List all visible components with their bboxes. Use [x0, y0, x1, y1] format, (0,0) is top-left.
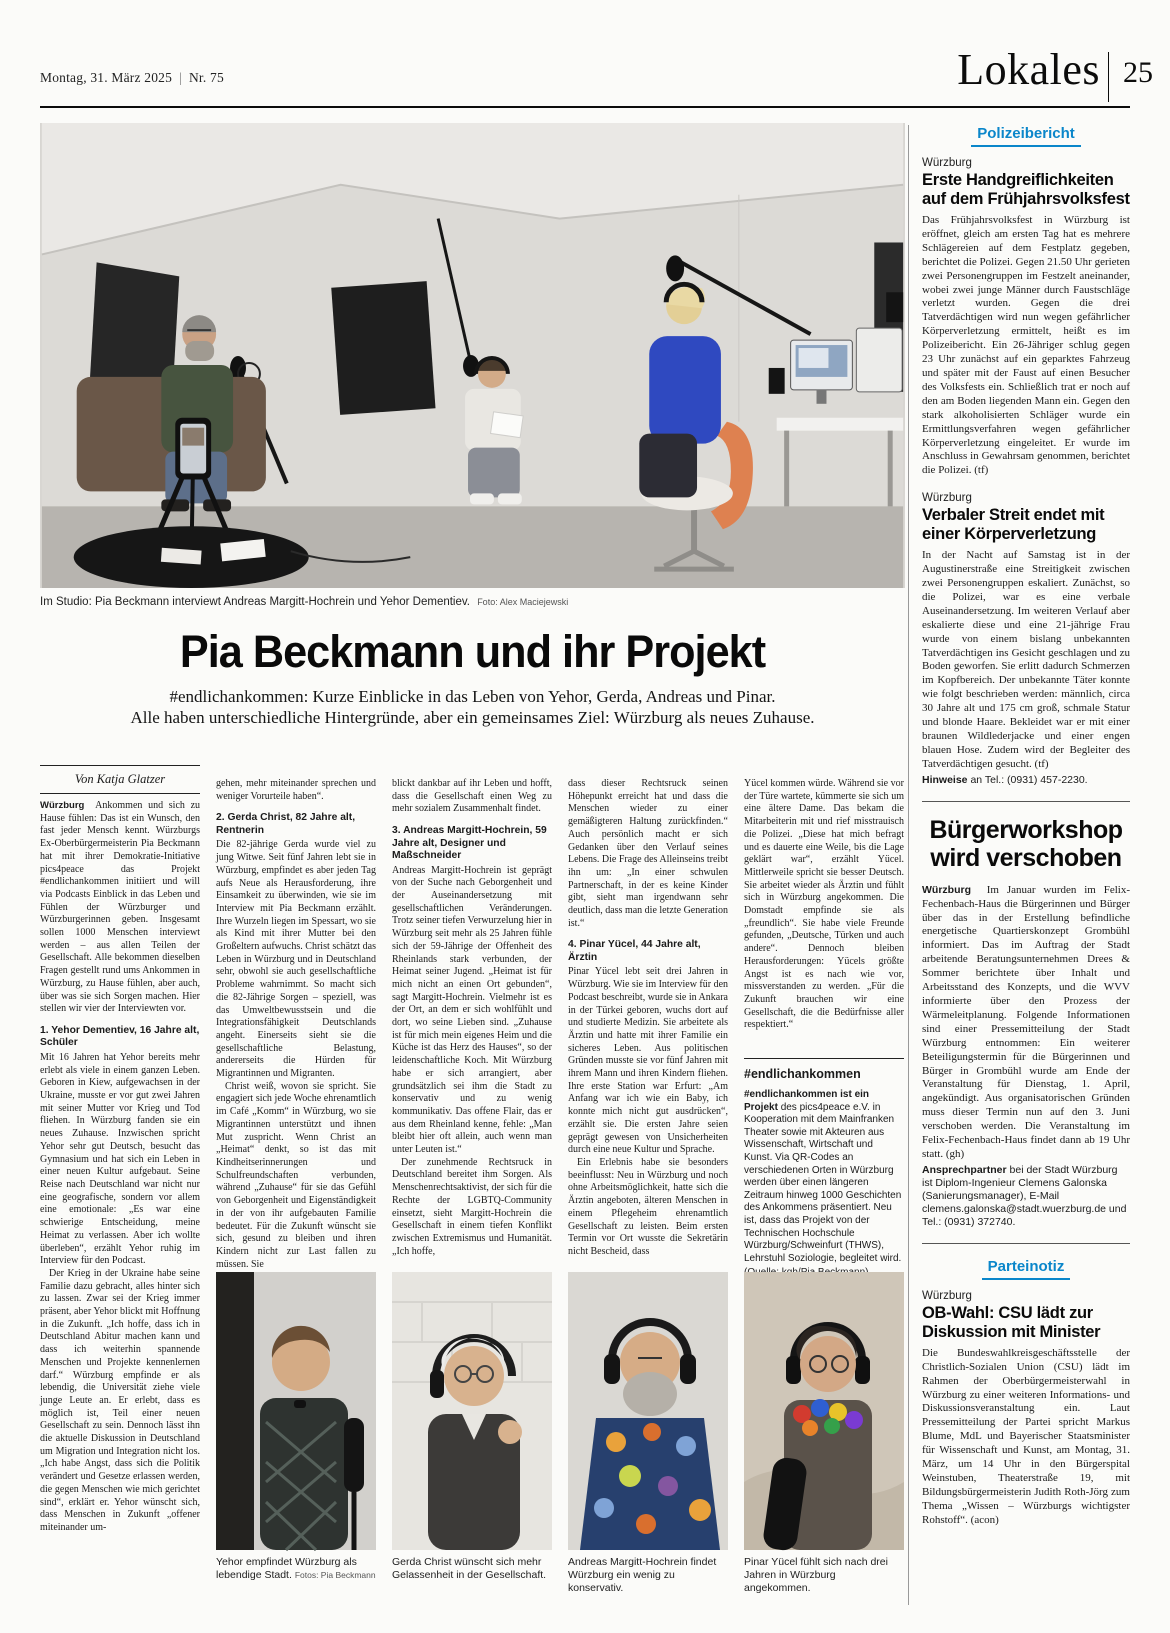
byline-rule-bottom	[40, 793, 200, 794]
article-column-4	[568, 778, 728, 1270]
workshop-body	[922, 884, 1130, 1162]
contact-lead: Ansprechpartner	[922, 1163, 1007, 1176]
kicker-label: Polizeibericht	[971, 125, 1081, 147]
article-paragraph: Christ weiß, wovon sie spricht. Sie engagiert sich jede Woche ehrenamtlich im Café „Komm“ in Würzburg, wo sie Migrantinnen unterstützt und ihnen Mut zuspricht. Wenn Christ an „Heimat“ denkt, so ist das mit Kindheitserinnerungen und Schulfreundschaften verbunden, während „Zuhause“ für sie das Gefühl von Geborgenheit und Eigenständigkeit in der von ihr aufgebauten Familie bedeutet. Für die Zukunft wünscht sie sich, gesund zu bleiben und ihren Kindern nicht zur Last fallen zu müssen. Sie	[216, 1080, 376, 1270]
article-paragraph: dass dieser Rechtsruck seinen Höhepunkt erreicht hat und dass die Menschen wieder zu einer gemäßigteren Haltung zurückfinden.“ Auch persönlich macht er sich Gedanken über den Verlauf seines Lebens. Die Frage des Alleinseins treibt ihn um: „In einer schwulen Partnerschaft, in der es keine Kinder gibt, sieht man irgendwann sehr deutlich, dass man die letzte Generation ist.“	[568, 778, 728, 929]
caption-text: Andreas Margitt-Hochrein findet Würzburg ein wenig zu konservativ.	[568, 1556, 717, 1594]
byline: Von Katja Glatzer	[74, 772, 166, 786]
article-paragraph: Die 82-jährige Gerda wurde viel zu jung Witwe. Seit fünf Jahren lebt sie in Würzburg, empfindet es aber jeden Tag aufs Neue als Herausforderung, ihre Einsamkeit zu überwinden, wie sie im Interview mit Pia Beckmann erzählt. Ihre Wurzeln liegen im Spessart, wo sie als Kind mit ihrer Mutter bei den Großeltern aufwuchs. Christ schätzt das Leben in Würzburg und in Deutschland sehr, obwohl sie auch gesellschaftliche Probleme wahrnimmt. So macht sich die 82-Jährige Sorgen – speziell, was das Umweltbewusstsein und die Integrationsfähigkeit Deutschlands angeht. Einerseits sieht sie die gesellschaftliche Belastung, andererseits die Hürden für Migrantinnen und Migranten.	[216, 839, 376, 1080]
date-text: Montag, 31. März 2025	[40, 70, 173, 85]
police-report-kicker	[922, 125, 1130, 147]
location-lead: Würzburg	[922, 883, 971, 896]
studio-photo-illustration	[40, 123, 905, 588]
article-column-5	[744, 778, 904, 1270]
caption-pinar	[744, 1556, 904, 1595]
photo-pinar	[744, 1272, 904, 1550]
hint-lead: Hinweise	[922, 773, 968, 786]
party-city: Würzburg	[922, 1289, 972, 1302]
police-item2-title: Verbaler Streit endet mit einer Körperverletzung	[922, 506, 1105, 544]
gerda-illustration	[392, 1272, 552, 1550]
infobox-title: #endlichankommen	[744, 1067, 861, 1081]
caption-text: Im Studio: Pia Beckmann interviewt Andreas Margitt-Hochrein und Yehor Dementiev.	[40, 596, 470, 608]
police-item2-body: In der Nacht auf Samstag ist in der Augustinerstraße eine Streitigkeit zwischen zwei Personengruppen eskaliert. Zunächst, so die Polizei, war es eine verbale Auseinandersetzung. Im weiteren Verlauf aber eskalierte diese und eine 21-jährige Frau wurde von einem bislang unbekannten Tatverdächtigen ins Gesicht geschlagen und zu Boden geworfen. Sie erlitt dadurch Schmerzen im Kopfbereich. Der unbekannte Täter konnte wie folgt beschrieben werden: männlich, circa 30 Jahre alt und 175 cm groß, schmale Statur und blonde Haare. Bekleidet war er mit einer braunen Wildlederjacke und einer engen blauen Hose. Zudem wird der Begleiter des Tatverdächtigen gesucht. (tf)	[922, 549, 1130, 770]
location-lead: Würzburg	[40, 800, 85, 811]
subhead-line2: Alle haben unterschiedliche Hintergründe, aber ein gemeinsames Ziel: Würzburg als neues Zuhause.	[130, 708, 815, 727]
article-column-3	[392, 778, 552, 1270]
caption-gerda	[392, 1556, 552, 1582]
paragraph-text: Ankommen und sich zu Hause fühlen: Das ist ein Wunsch, den fast jeder Mensch kennt. Würzburgs Ex-Oberbürgermeisterin Pia Beckmann hat mit ihrer Demokratie-Initiative pics4peace das Projekt #endlichankommen initiiert und will via Podcasts Einblick in das Leben und Fühlen der Würzburger und Würzburgerinnen geben. Insgesamt sollen 1000 Menschen interviewt werden – aus allen Teilen der Gesellschaft. Alle bekommen dieselben Fragen gestellt rund ums Ankommen in Würzburg, zu Hause fühlen, aber auch, über was sie sich Sorgen machen. Hier stellen wir vier der Interviewten vor.	[40, 800, 201, 1015]
article-paragraph: Ein Erlebnis habe sie besonders beeinflusst: Neu in Würzburg und noch ohne Arbeitsmöglichkeit, hatte sich die Ärztin angeboten, älteren Menschen in einem Pflegeheim ehrenamtlich Gesellschaft zu leisten. Beim ersten Termin vor Ort wusste die Sekretärin nicht Bescheid, dass	[568, 1156, 728, 1257]
police-hint	[922, 774, 1130, 787]
person-heading-2: 2. Gerda Christ, 82 Jahre alt, Rentnerin	[216, 812, 356, 836]
dateline-separator: |	[179, 70, 182, 85]
header-rule	[40, 106, 1130, 108]
andreas-illustration	[568, 1272, 728, 1550]
article-paragraph: Pinar Yücel lebt seit drei Jahren in Würzburg. Wie sie im Interview für den Podcast beschreibt, wurde sie in Ankara in der Türkei geboren, wuchs dort auf und studierte Medizin. Sie arbeitete als Ärztin und hatte mit ihrer Familie ein sicheres Leben. Aus politischen Gründen musste sie vor fünf Jahren mit ihrem Mann und ihren Kindern fliehen. Ihre erste Station war Erfurt: „Am Anfang war ich wie ein Baby, ich konnte mich nicht gut ausdrücken“, erzählt sie. Die ersten Jahre seien geprägt gewesen von Unsicherheiten durch eine neue Kultur und Sprache.	[568, 966, 729, 1156]
photo-gerda	[392, 1272, 552, 1550]
byline-rule-top	[40, 765, 200, 766]
article-subhead	[40, 686, 905, 728]
caption-andreas	[568, 1556, 728, 1595]
person-heading-1: 1. Yehor Dementiev, 16 Jahre alt, Schüler	[40, 1024, 200, 1049]
article-paragraph	[40, 800, 200, 1016]
caption-yehor	[216, 1556, 376, 1582]
caption-text: Gerda Christ wünscht sich mehr Gelassenheit in der Gesellschaft.	[392, 1556, 547, 1581]
kicker-label: Parteinotiz	[982, 1258, 1071, 1280]
person-heading-3: 3. Andreas Margitt-Hochrein, 59 Jahre alt, Designer und Maßschneider	[392, 825, 547, 862]
sidebar-divider	[908, 125, 909, 1605]
party-notice-kicker	[922, 1258, 1130, 1280]
infobox-body	[744, 1089, 904, 1265]
main-photo-caption	[40, 596, 905, 608]
article-headline: Pia Beckmann und ihr Projekt	[179, 626, 766, 677]
article-paragraph: Yücel kommen würde. Während sie vor der Türe wartete, kümmerte sie sich um eine ältere Dame. Das bekam die Mitarbeiterin mit und rief misstrauisch die Polizei. „Diese hat mich befragt und es dauerte eine Weile, bis die Lage geklärt war“, erzählt Yücel. Mittlerweile spricht sie besser Deutsch. Sie arbeitet wieder als Ärztin und fühlt sich in Würzburg angekommen. Die Domstadt empfinde sie als „freundlich“. Sie habe viele Freunde gefunden, „Deutsche, Türken und auch andere“. Dennoch bleiben Herausforderungen: Yücels größte Angst ist es nach wie vor, missverstanden zu werden. „Für die Zukunft brauchen wir eine Gesellschaft, die die Bedürfnisse aller respektiert.“	[744, 778, 904, 1031]
sidebar-rule	[922, 1243, 1130, 1244]
police-item1-title: Erste Handgreiflichkeiten auf dem Frühjahrsvolksfest	[922, 171, 1130, 208]
subhead-line1: #endlichankommen: Kurze Einblicke in das Leben von Yehor, Gerda, Andreas und Pinar.	[169, 687, 776, 706]
studio-photo	[40, 123, 905, 588]
workshop-title	[922, 816, 1130, 872]
article-paragraph: Mit 16 Jahren hat Yehor bereits mehr erlebt als viele in einem ganzen Leben. Geboren in Kiew, aufgewachsen in der Ukraine, musste er vor gut zwei Jahren mit seiner Mutter vor Krieg und Tod fliehen. In Würzburg fanden sie ein neues Zuhause. Inzwischen spricht Yehor sehr gut Deutsch, besucht das Gymnasium und hat sich ein Leben in einer neuen Kultur aufgebaut. Seine Reise nach Deutschland war nicht nur eine geografische, sondern vor allem eine emotionale: „Es war eine schwierige Entscheidung, meine Heimat zu verlassen. Aber ich wollte überleben“, erzählt Yehor ruhig im Interview für den Podcast.	[40, 1051, 200, 1267]
photo-credit: Foto: Alex Maciejewski	[477, 597, 569, 607]
sidebar-rule	[922, 801, 1130, 802]
article-paragraph: Andreas Margitt-Hochrein ist geprägt von der Suche nach Geborgenheit und der Auseinandersetzung mit gesellschaftlichen Veränderungen. Trotz seiner tiefen Verwurzelung hier in Würzburg seit mehr als 25 Jahren fühle sich der 59-Jährige der Offenheit des Rheinlands stark verbunden, der Heimat seiner Jugend. „Heimat ist für mich nicht an einen Ort gebunden“, sagt Margitt-Hochrein. Vielmehr ist es der Ort, an dem er sich wohlfühlt und dort, wo seine Lieben sind. „Zuhause ist für mich mein eigenes Heim und die Küche ist das Herz des Hauses“, so der leidenschaftliche Koch. Mit Würzburg habe er sich arrangiert, aber grundsätzlich sei ihm die Stadt zu konservativ und zu wenig kommunikativ. Das offene Flair, das er aus dem Rheinland kenne, fehle: „Man bleibt hier oft allein, auch wenn man unter Leuten ist.“	[392, 864, 552, 1156]
yehor-illustration	[216, 1272, 376, 1550]
party-title: OB-Wahl: CSU lädt zur Diskussion mit Minister	[922, 1303, 1101, 1341]
hint-phone: an Tel.: (0931) 457-2230.	[970, 773, 1088, 786]
page-number: 25	[1123, 56, 1153, 89]
contact-details: bei der Stadt Würzburg ist Diplom-Ingenieur Clemens Galonska (Sanierungsmanager), E-Mail clemens.galonska@stadt.wuerzburg.de und Tel.: (0931) 372740.	[922, 1163, 1127, 1228]
endlichankommen-infobox	[744, 1058, 904, 1287]
photo-yehor	[216, 1272, 376, 1550]
workshop-title-line2: wird verschoben	[930, 843, 1122, 872]
article-column-2	[216, 778, 376, 1270]
photo-credit: Fotos: Pia Beckmann	[294, 1570, 376, 1580]
police-item1-city: Würzburg	[922, 157, 972, 169]
police-item1-body: Das Frühjahrsvolksfest in Würzburg ist eröffnet, gleich am ersten Tag hat es mehrere Schlägereien auf dem Festplatz gegeben, berichtet die Polizei. Gegen 21.50 Uhr gerieten zwei Personengruppen im Festzelt aneinander, wobei zwei junge Männer durch Faustschläge verletzt wurden. Gegen die drei Tatverdächtigen wird nun wegen gefährlicher Körperverletzung ermittelt, heißt es im Polizeibericht. Ein 26-Jähriger schlug gegen 23 Uhr zunächst auf ein geparktes Fahrzeug und später mit der Faust auf einen Besucher des Volksfests ein. Schließlich trat er noch auf den am Boden liegenden Mann ein. Gegen den stark alkoholisierten Schläger wurde ein Ermittlungsverfahren wegen gefährlicher Körperverletzung eingeleitet. Er wurde im Anschluss in Gewahrsam genommen, berichtet die Polizei. (tf)	[922, 214, 1130, 477]
person-heading-4: 4. Pinar Yücel, 44 Jahre alt, Ärztin	[568, 939, 701, 963]
caption-text: Pinar Yücel fühlt sich nach drei Jahren in Würzburg angekommen.	[744, 1556, 888, 1594]
caption-text: Yehor empfindet Würzburg als lebendige Stadt.	[216, 1556, 357, 1581]
section-title: Lokales	[957, 45, 1100, 94]
article-paragraph: gehen, mehr miteinander sprechen und weniger Vorurteile haben“.	[216, 778, 376, 802]
photo-andreas	[568, 1272, 728, 1550]
pinar-illustration	[744, 1272, 904, 1550]
sidebar	[922, 125, 1130, 1615]
article-paragraph: Der Krieg in der Ukraine habe seine Familie dazu gebracht, alles hinter sich zu lassen. Zwar sei der Krieg immer präsent, aber Yehor blickt mit Hoffnung in die Zukunft. „Ich hoffe, dass ich in Deutschland Abitur machen kann und dass ich weiterhin spannende Menschen und Projekte kennenlernen darf.“ Würzburg empfinde er als lebendig, die Universität ziehe viele junge Leute an. Er erlebt, dass es möglich ist, Teil einer neuen Gesellschaft zu sein. Dennoch lässt ihn die aktuelle Diskussion in Deutschland um Migration und Integration nicht los. „Ich habe Angst, dass sich die Politik verändert und Gesetze erlassen werden, die gegen Menschen wie mich gerichtet sind“, erklärt er. Yehor wünscht sich, dass Menschen in Zukunft „offener miteinander um-	[40, 1267, 200, 1533]
police-item2-city: Würzburg	[922, 492, 972, 505]
article-paragraph: Der zunehmende Rechtsruck in Deutschland bereitet ihm Sorgen. Als Menschenrechtsaktivist, der sich für die Rechte der LGBTQ-Community einsetzt, sieht Margitt-Hochrein die Gesellschaft in einem tiefen Konflikt zwischen Extremismus und Humanität. „Ich hoffe,	[392, 1156, 552, 1257]
workshop-title-line1: Bürgerworkshop	[929, 815, 1123, 844]
workshop-contact	[922, 1164, 1130, 1229]
issue-number: Nr. 75	[188, 70, 224, 85]
article-paragraph: blickt dankbar auf ihr Leben und hofft, dass die Gesellschaft einen Weg zu mehr sozialem Zusammenhalt findet.	[392, 778, 552, 815]
article-column-1	[40, 765, 200, 1597]
infobox-lead: #endlichankommen ist ein Projekt	[744, 1089, 870, 1113]
party-body: Die Bundeswahlkreisgeschäftsstelle der Christlich-Sozialen Union (CSU) lädt im Rahmen der Oberbürgermeisterwahl in Würzburg zu einer weiteren Informations- und Diskussionsveranstaltung ein. Laut Pressemitteilung der Partei spricht Markus Blume, MdL und Bayerischer Staatsminister für Wissenschaft und Kunst, am Montag, 31. März, um 14 Uhr in den Bürgerspital Weinstuben, Theaterstraße 19, mit Bildungsbürgermeisterin Judith Roth-Jörg zum Thema „Wissen – Würzburgs wichtigster Rohstoff“. (acon)	[922, 1346, 1130, 1526]
workshop-text: Im Januar wurden im Felix-Fechenbach-Haus die Bürgerinnen und Bürger über das in der Erstellung befindliche energetische Quartierskonzept Grombühl informiert. Das im Auftrag der Stadt arbeitende Beratungsunternehmen Drees & Sommer berichtete über Inhalt und Arbeitsstand des Konzepts, und die WVV informierte über den Prozess der Wärmeleitplanung. Folgende Informationen sind einer Pressemitteilung der Stadt Würzburg entnommen: Ein weiterer Beteiligungstermin für die Bürgerinnen und Bürger in Grombühl wurde am Ende der Veranstaltung für Dienstag, 1. April, angekündigt. Aus organisatorischen Gründen muss dieser Termin nun auf den 3. Juni verschoben werden. Die Veranstaltung im Felix-Fechenbach-Haus findet dann ab 19 Uhr statt. (gh)	[922, 883, 1130, 1160]
infobox-text: des pics4peace e.V. in Kooperation mit dem Mainfranken Theater sowie mit Akteuren aus Wissenschaft, Wirtschaft und Kunst. Via QR-Codes an verschiedenen Orten in Würzburg werden über einen längeren Zeitraum hinweg 1000 Geschichten des Ankommens präsentiert. Neu ist, dass das Projekt von der Technischen Hochschule Würzburg/Schweinfurt (THWS), Lehrstuhl Soziologie, begleitet wird.	[744, 1101, 902, 1264]
